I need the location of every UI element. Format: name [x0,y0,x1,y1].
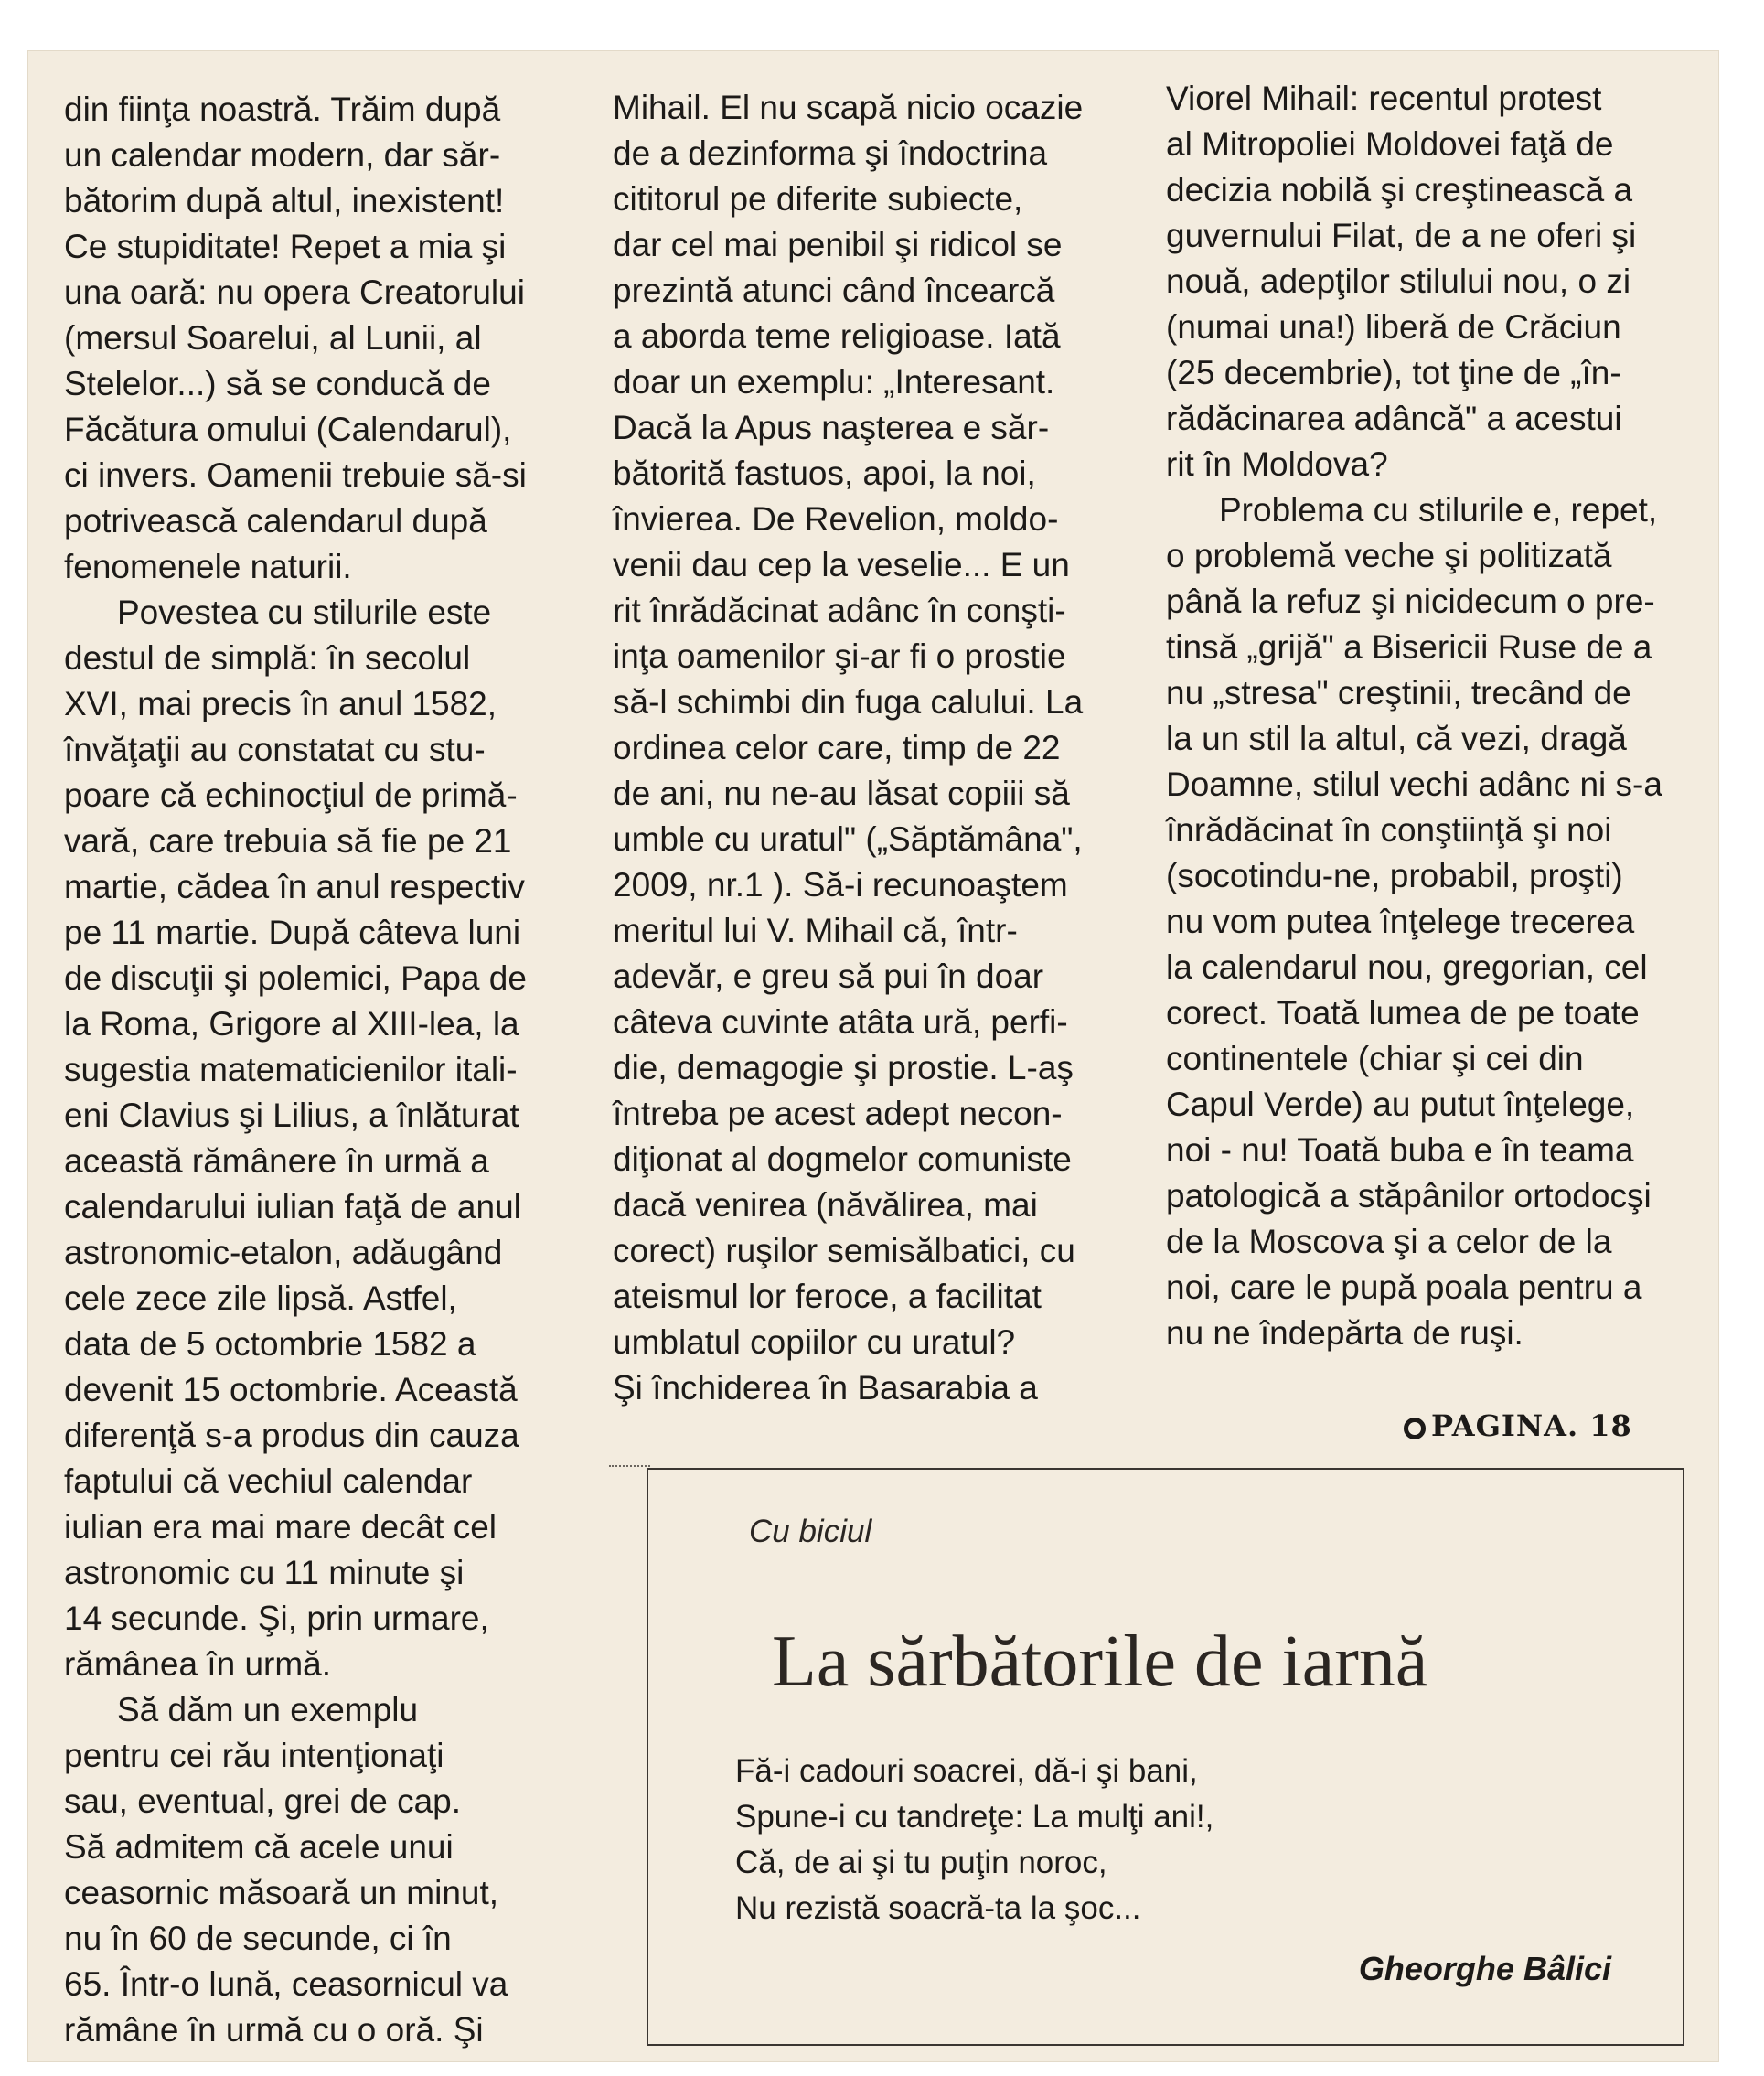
article-line: dacă venirea (năvălirea, mai [613,1186,1038,1224]
article-line: Doamne, stilul vechi adânc ni s-a [1166,765,1662,803]
poem-author: Gheorghe Bâlici [1358,1950,1611,1987]
article-line: destul de simplă: în secolul [64,639,471,677]
article-line: potrivească calendarul după [64,502,487,540]
article-line: nu ne îndepărta de ruşi. [1166,1314,1523,1352]
article-line: (numai una!) liberă de Crăciun [1166,308,1621,346]
article-line: (socotindu-ne, probabil, proşti) [1166,857,1623,894]
article-line: doar un exemplu: „Interesant. [613,363,1055,401]
article-line: Dacă la Apus naşterea e săr- [613,409,1050,446]
article-line: un calendar modern, dar săr- [64,136,501,174]
verse-line: Fă-i cadouri soacrei, dă-i şi bani, [735,1753,1198,1789]
article-line: sau, eventual, grei de cap. [64,1782,462,1820]
article-line: Să admitem că acele unui [64,1828,454,1866]
article-line: bătorim după altul, inexistent! [64,182,505,219]
article-line: umblatul copiilor cu uratul? [613,1323,1016,1361]
article-line: pentru cei rău intenţionaţi [64,1737,444,1774]
article-line: pe 11 martie. După câteva luni [64,914,521,951]
poem-kicker: Cu biciul [749,1514,872,1549]
article-line: Povestea cu stilurile este [117,594,492,631]
article-line: până la refuz şi nicidecum o pre- [1166,583,1655,620]
article-line: Problema cu stilurile e, repet, [1219,491,1658,529]
article-line: noi, care le pupă poala pentru a [1166,1268,1642,1306]
article-line: cele zece zile lipsă. Astfel, [64,1279,457,1317]
article-line: la un stil la altul, că vezi, dragă [1166,720,1627,757]
article-line: (25 decembrie), tot ţine de „în- [1166,354,1621,391]
article-line: patologică a stăpânilor ortodocşi [1166,1177,1652,1215]
article-line: nouă, adepţilor stilului nou, o zi [1166,262,1631,300]
article-line: de discuţii şi polemici, Papa de [64,959,527,997]
article-line: învăţaţii au constatat cu stu- [64,731,486,768]
article-line: Făcătura omului (Calendarul), [64,411,512,448]
article-line: Capul Verde) au putut înţelege, [1166,1086,1635,1123]
article-line: la Roma, Grigore al XIII-lea, la [64,1005,519,1043]
article-line: de la Moscova şi a celor de la [1166,1223,1612,1260]
poem-box [647,1468,1684,2046]
article-line: o problemă veche şi politizată [1166,537,1612,574]
article-line: nu vom putea înţelege trecerea [1166,903,1635,940]
article-line: învierea. De Revelion, moldo- [613,500,1059,538]
article-line: faptului că vechiul calendar [64,1462,473,1500]
article-line: rămâne în urmă cu o oră. Şi [64,2011,484,2049]
article-line: diţionat al dogmelor comuniste [613,1140,1072,1178]
article-line: întreba pe acest adept necon- [613,1095,1063,1132]
page-reference-text: PAGINA. 18 [1431,1408,1632,1443]
article-line: martie, cădea în anul respectiv [64,868,525,905]
article-line: din fiinţa noastră. Trăim după [64,91,501,128]
article-line: inţa oamenilor şi-ar fi o prostie [613,637,1066,675]
article-line: 2009, nr.1 ). Să-i recunoaştem [613,866,1068,904]
article-line: tinsă „grijă" a Bisericii Ruse de a [1166,628,1652,666]
article-line: corect. Toată lumea de pe toate [1166,994,1640,1032]
bleed-through-text [1107,1413,1121,1472]
article-line: data de 5 octombrie 1582 a [64,1325,476,1363]
article-line: al Mitropoliei Moldovei faţă de [1166,125,1614,163]
article-line: Ce stupiditate! Repet a mia şi [64,228,507,265]
article-line: de a dezinforma şi îndoctrina [613,134,1048,172]
article-line: Să dăm un exemplu [117,1691,419,1728]
article-line: meritul lui V. Mihail că, într- [613,912,1018,949]
article-line: eni Clavius şi Lilius, a înlăturat [64,1097,519,1134]
article-line: înrădăcinat în conştiinţă şi noi [1166,811,1612,849]
article-line: rit în Moldova? [1166,445,1388,483]
article-line: cititorul pe diferite subiecte, [613,180,1023,218]
article-line: vară, care trebuia să fie pe 21 [64,822,512,860]
article-line: nu în 60 de secunde, ci în [64,1920,452,1957]
article-line: Stelelor...) să se conducă de [64,365,491,402]
article-line: Mihail. El nu scapă nicio ocazie [613,89,1084,126]
article-line: noi - nu! Toată buba e în teama [1166,1131,1634,1169]
article-line: adevăr, e greu să pui în doar [613,958,1044,995]
newspaper-clipping [27,50,1719,2062]
poem-verse [735,1749,1213,1932]
article-line: Viorel Mihail: recentul protest [1166,80,1602,117]
article-line: corect) ruşilor semisălbatici, cu [613,1232,1075,1269]
article-line: la calendarul nou, gregorian, cel [1166,948,1648,986]
article-column-2 [613,85,1143,1411]
article-line: umble cu uratul" („Săptămâna", [613,820,1083,858]
article-line: această rămânere în urmă a [64,1142,489,1180]
article-line: câteva cuvinte atâta ură, perfi- [613,1003,1068,1041]
article-column-3 [1166,76,1715,1356]
verse-line: Că, de ai şi tu puţin noroc, [735,1845,1107,1880]
article-line: rămânea în urmă. [64,1645,332,1683]
article-line: iulian era mai mare decât cel [64,1508,497,1546]
article-line: sugestia matematicienilor itali- [64,1051,518,1088]
article-line: fenomenele naturii. [64,548,352,585]
article-line: bătorită fastuos, apoi, la noi, [613,455,1036,492]
article-line: rădăcinarea adâncă" a acestui [1166,400,1622,437]
article-line: să-l schimbi din fuga calului. La [613,683,1084,721]
article-line: dar cel mai penibil şi ridicol se [613,226,1063,263]
article-column-1 [64,87,622,2053]
article-line: ateismul lor feroce, a facilitat [613,1278,1042,1315]
article-line: venii dau cep la veselie... E un [613,546,1070,583]
page-reference [1404,1408,1632,1443]
article-line: a aborda teme religioase. Iată [613,317,1061,355]
article-line: astronomic-etalon, adăugând [64,1234,503,1271]
article-line: ci invers. Oamenii trebuie să-si [64,456,527,494]
article-line: decizia nobilă şi creştinească a [1166,171,1633,209]
article-line: rit înrădăcinat adânc în conşti- [613,592,1066,629]
article-line: calendarului iulian faţă de anul [64,1188,521,1225]
article-line: (mersul Soarelui, al Lunii, al [64,319,482,357]
article-line: devenit 15 octombrie. Această [64,1371,518,1408]
article-line: ordinea celor care, timp de 22 [613,729,1061,766]
article-line: die, demagogie şi prostie. L-aş [613,1049,1074,1086]
article-line: prezintă atunci când încearcă [613,272,1055,309]
article-line: una oară: nu opera Creatorului [64,273,525,311]
article-line: astronomic cu 11 minute şi [64,1554,465,1591]
verse-line: Spune-i cu tandreţe: La mulţi ani!, [735,1799,1214,1835]
article-line: Şi închiderea în Basarabia a [613,1369,1038,1407]
article-line: continentele (chiar şi cei din [1166,1040,1584,1077]
article-line: 65. Într-o lună, ceasornicul va [64,1965,508,2003]
verse-line: Nu rezistă soacră-ta la şoc... [735,1890,1141,1926]
article-line: diferenţă s-a produs din cauza [64,1417,519,1454]
article-line: guvernului Filat, de a ne oferi şi [1166,217,1637,254]
article-line: ceasornic măsoară un minut, [64,1874,499,1911]
poem-title: La sărbătorile de iarnă [772,1621,1428,1702]
article-line: XVI, mai precis în anul 1582, [64,685,497,722]
article-line: poare că echinocţiul de primă- [64,776,518,814]
article-line: de ani, nu ne-au lăsat copiii să [613,775,1070,812]
box-divider [609,1465,650,1467]
article-line: 14 secunde. Şi, prin urmare, [64,1600,489,1637]
article-line: nu „stresa" creştinii, trecând de [1166,674,1631,712]
ring-icon [1404,1418,1426,1439]
